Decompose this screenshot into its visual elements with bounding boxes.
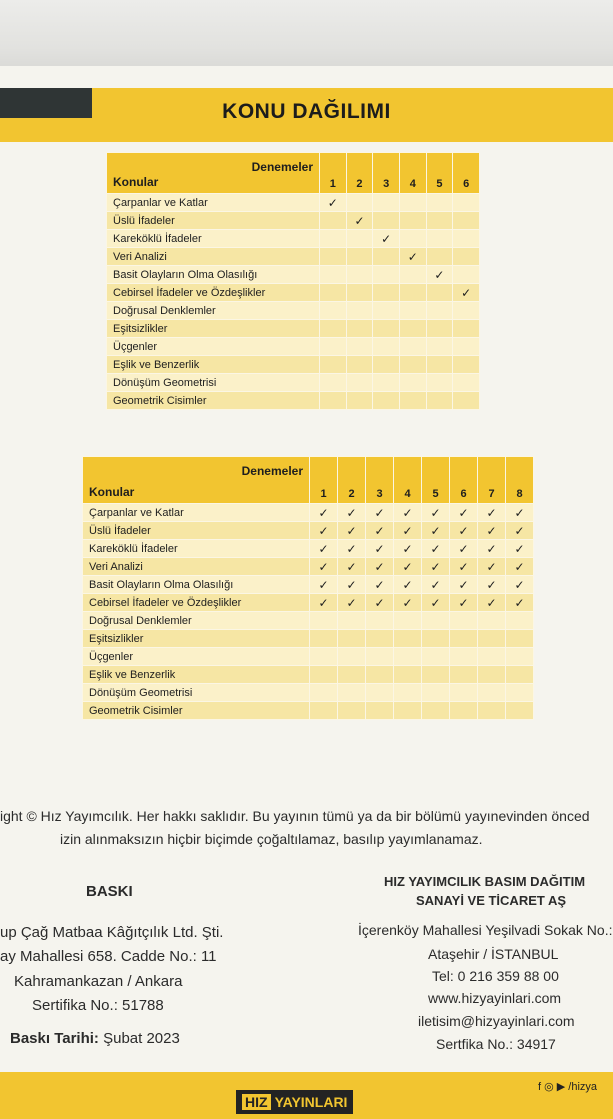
empty-cell	[373, 194, 400, 212]
publisher-heading-2: SANAYİ VE TİCARET AŞ	[416, 893, 567, 908]
empty-cell	[338, 630, 366, 648]
baski-line-4: Sertifika No.: 51788	[32, 997, 164, 1014]
empty-cell	[346, 194, 373, 212]
social-icons[interactable]: f ◎ ▶ /hizya	[538, 1081, 598, 1093]
empty-cell	[399, 338, 426, 356]
check-mark-icon: ✓	[338, 522, 366, 540]
empty-cell	[310, 648, 338, 666]
table-row	[107, 356, 480, 374]
check-mark-icon: ✓	[478, 576, 506, 594]
empty-cell	[373, 212, 400, 230]
empty-cell	[310, 684, 338, 702]
empty-cell	[310, 666, 338, 684]
empty-cell	[346, 230, 373, 248]
check-mark-icon: ✓	[478, 540, 506, 558]
empty-cell	[320, 392, 347, 410]
column-number: 6	[453, 153, 480, 194]
column-number: 2	[346, 153, 373, 194]
empty-cell	[346, 320, 373, 338]
check-mark-icon: ✓	[422, 558, 450, 576]
check-mark-icon: ✓	[338, 594, 366, 612]
empty-cell	[478, 630, 506, 648]
empty-cell	[373, 266, 400, 284]
column-number: 4	[394, 457, 422, 504]
column-number: 4	[399, 153, 426, 194]
empty-cell	[399, 356, 426, 374]
empty-cell	[394, 648, 422, 666]
check-mark-icon: ✓	[422, 594, 450, 612]
baski-line-3: Kahramankazan / Ankara	[14, 973, 183, 990]
check-mark-icon: ✓	[366, 576, 394, 594]
empty-cell	[399, 302, 426, 320]
column-number: 5	[426, 153, 453, 194]
check-mark-icon: ✓	[426, 266, 453, 284]
empty-cell	[373, 338, 400, 356]
table-row	[83, 666, 534, 684]
empty-cell	[366, 648, 394, 666]
empty-cell	[346, 248, 373, 266]
table-row	[83, 630, 534, 648]
empty-cell	[373, 302, 400, 320]
check-mark-icon: ✓	[506, 558, 534, 576]
publisher-phone: Tel: 0 216 359 88 00	[432, 968, 559, 984]
column-number: 7	[478, 457, 506, 504]
table-header-row	[83, 457, 534, 504]
check-mark-icon: ✓	[310, 522, 338, 540]
empty-cell	[399, 194, 426, 212]
check-mark-icon: ✓	[422, 522, 450, 540]
check-mark-icon: ✓	[366, 540, 394, 558]
empty-cell	[453, 212, 480, 230]
empty-cell	[346, 374, 373, 392]
topic-table-2	[82, 456, 534, 720]
check-mark-icon: ✓	[366, 558, 394, 576]
empty-cell	[426, 284, 453, 302]
check-mark-icon: ✓	[478, 558, 506, 576]
column-number: 1	[320, 153, 347, 194]
check-mark-icon: ✓	[373, 230, 400, 248]
table-row	[83, 702, 534, 720]
empty-cell	[399, 374, 426, 392]
check-mark-icon: ✓	[506, 504, 534, 522]
topic-label: Eşlik ve Benzerlik	[83, 666, 310, 684]
publisher-address-1: İçerenköy Mahallesi Yeşilvadi Sokak No.:	[358, 922, 613, 938]
column-number: 1	[310, 457, 338, 504]
check-mark-icon: ✓	[338, 504, 366, 522]
check-mark-icon: ✓	[450, 540, 478, 558]
column-number: 3	[373, 153, 400, 194]
empty-cell	[453, 320, 480, 338]
empty-cell	[453, 374, 480, 392]
print-date	[10, 1030, 180, 1047]
check-mark-icon: ✓	[506, 594, 534, 612]
table-row	[107, 266, 480, 284]
empty-cell	[346, 302, 373, 320]
table-row	[107, 248, 480, 266]
empty-cell	[453, 194, 480, 212]
topic-label: Doğrusal Denklemler	[83, 612, 310, 630]
check-mark-icon: ✓	[310, 594, 338, 612]
empty-cell	[320, 338, 347, 356]
empty-cell	[320, 374, 347, 392]
empty-cell	[394, 666, 422, 684]
check-mark-icon: ✓	[310, 504, 338, 522]
konular-label: Konular	[89, 485, 135, 499]
empty-cell	[373, 248, 400, 266]
empty-cell	[426, 212, 453, 230]
column-number: 2	[338, 457, 366, 504]
empty-cell	[453, 248, 480, 266]
empty-cell	[338, 612, 366, 630]
table-row	[107, 374, 480, 392]
logo-part-1: HIZ	[242, 1094, 271, 1110]
copyright-line-1: ight © Hız Yayımcılık. Her hakkı saklıdır. Bu yayının tümü ya da bir bölümü yayınevinden önced	[0, 808, 590, 824]
check-mark-icon: ✓	[399, 248, 426, 266]
empty-cell	[310, 612, 338, 630]
topic-label: Doğrusal Denklemler	[107, 302, 320, 320]
empty-cell	[453, 230, 480, 248]
brand-logo	[236, 1090, 353, 1114]
empty-cell	[478, 702, 506, 720]
check-mark-icon: ✓	[506, 576, 534, 594]
empty-cell	[366, 684, 394, 702]
empty-cell	[366, 666, 394, 684]
empty-cell	[399, 266, 426, 284]
check-mark-icon: ✓	[338, 576, 366, 594]
check-mark-icon: ✓	[450, 576, 478, 594]
check-mark-icon: ✓	[394, 504, 422, 522]
table-row	[107, 230, 480, 248]
header-diagonal-cell	[83, 457, 310, 504]
column-number: 8	[506, 457, 534, 504]
table-row	[83, 612, 534, 630]
table-row	[83, 522, 534, 540]
empty-cell	[450, 702, 478, 720]
empty-cell	[338, 684, 366, 702]
empty-cell	[366, 612, 394, 630]
empty-cell	[506, 666, 534, 684]
print-date-value: Şubat 2023	[103, 1030, 180, 1047]
empty-cell	[320, 302, 347, 320]
empty-cell	[399, 284, 426, 302]
table-row	[107, 338, 480, 356]
empty-cell	[506, 630, 534, 648]
topic-label: Geometrik Cisimler	[107, 392, 320, 410]
empty-cell	[310, 702, 338, 720]
empty-cell	[394, 630, 422, 648]
empty-cell	[394, 684, 422, 702]
table-header-row	[107, 153, 480, 194]
empty-cell	[422, 612, 450, 630]
check-mark-icon: ✓	[478, 522, 506, 540]
check-mark-icon: ✓	[450, 522, 478, 540]
check-mark-icon: ✓	[506, 540, 534, 558]
check-mark-icon: ✓	[394, 576, 422, 594]
empty-cell	[478, 648, 506, 666]
check-mark-icon: ✓	[422, 540, 450, 558]
publisher-website[interactable]: www.hizyayinlari.com	[428, 990, 562, 1006]
empty-cell	[450, 684, 478, 702]
empty-cell	[426, 374, 453, 392]
empty-cell	[478, 666, 506, 684]
check-mark-icon: ✓	[478, 504, 506, 522]
empty-cell	[346, 266, 373, 284]
column-number: 3	[366, 457, 394, 504]
empty-cell	[399, 392, 426, 410]
empty-cell	[426, 248, 453, 266]
topic-label: Eşitsizlikler	[107, 320, 320, 338]
check-mark-icon: ✓	[310, 576, 338, 594]
empty-cell	[422, 684, 450, 702]
check-mark-icon: ✓	[310, 558, 338, 576]
check-mark-icon: ✓	[366, 594, 394, 612]
check-mark-icon: ✓	[422, 576, 450, 594]
topic-label: Kareköklü İfadeler	[83, 540, 310, 558]
empty-cell	[366, 702, 394, 720]
empty-cell	[320, 212, 347, 230]
empty-cell	[338, 648, 366, 666]
topic-label: Veri Analizi	[107, 248, 320, 266]
topic-label: Üçgenler	[107, 338, 320, 356]
empty-cell	[450, 666, 478, 684]
empty-cell	[399, 320, 426, 338]
empty-cell	[373, 356, 400, 374]
print-date-label: Baskı Tarihi:	[10, 1030, 99, 1047]
topic-label: Üslü İfadeler	[107, 212, 320, 230]
empty-cell	[426, 194, 453, 212]
empty-cell	[450, 630, 478, 648]
check-mark-icon: ✓	[338, 540, 366, 558]
empty-cell	[426, 356, 453, 374]
topic-label: Çarpanlar ve Katlar	[83, 504, 310, 522]
check-mark-icon: ✓	[338, 558, 366, 576]
topic-label: Üslü İfadeler	[83, 522, 310, 540]
check-mark-icon: ✓	[366, 522, 394, 540]
check-mark-icon: ✓	[394, 540, 422, 558]
table-row	[107, 392, 480, 410]
empty-cell	[478, 684, 506, 702]
empty-cell	[478, 612, 506, 630]
topic-table-1	[106, 152, 480, 410]
empty-cell	[422, 648, 450, 666]
topic-label: Dönüşüm Geometrisi	[107, 374, 320, 392]
empty-cell	[346, 338, 373, 356]
check-mark-icon: ✓	[366, 504, 394, 522]
empty-cell	[373, 392, 400, 410]
baski-heading: BASKI	[86, 883, 133, 900]
column-number: 5	[422, 457, 450, 504]
publisher-heading-1: HIZ YAYIMCILIK BASIM DAĞITIM	[384, 874, 586, 889]
check-mark-icon: ✓	[453, 284, 480, 302]
empty-cell	[394, 612, 422, 630]
empty-cell	[453, 356, 480, 374]
check-mark-icon: ✓	[450, 558, 478, 576]
empty-cell	[320, 284, 347, 302]
header-diagonal-cell	[107, 153, 320, 194]
empty-cell	[366, 630, 394, 648]
check-mark-icon: ✓	[394, 594, 422, 612]
empty-cell	[426, 338, 453, 356]
empty-cell	[310, 630, 338, 648]
publisher-address-2: Ataşehir / İSTANBUL	[428, 946, 559, 962]
empty-cell	[373, 374, 400, 392]
empty-cell	[373, 284, 400, 302]
empty-cell	[453, 338, 480, 356]
empty-cell	[320, 266, 347, 284]
topic-label: Kareköklü İfadeler	[107, 230, 320, 248]
konular-label: Konular	[113, 175, 159, 189]
topic-label: Dönüşüm Geometrisi	[83, 684, 310, 702]
topic-label: Basit Olayların Olma Olasılığı	[83, 576, 310, 594]
topic-label: Basit Olayların Olma Olasılığı	[107, 266, 320, 284]
publisher-certificate: Sertfika No.: 34917	[436, 1036, 556, 1052]
empty-cell	[426, 302, 453, 320]
empty-cell	[373, 320, 400, 338]
topic-label: Eşitsizlikler	[83, 630, 310, 648]
empty-cell	[450, 648, 478, 666]
empty-cell	[346, 392, 373, 410]
empty-cell	[320, 230, 347, 248]
table-row	[83, 504, 534, 522]
empty-cell	[453, 302, 480, 320]
table-row	[107, 320, 480, 338]
publisher-email[interactable]: iletisim@hizyayinlari.com	[418, 1013, 575, 1029]
topic-label: Üçgenler	[83, 648, 310, 666]
topic-label: Geometrik Cisimler	[83, 702, 310, 720]
check-mark-icon: ✓	[422, 504, 450, 522]
table-row	[83, 558, 534, 576]
topic-label: Veri Analizi	[83, 558, 310, 576]
check-mark-icon: ✓	[478, 594, 506, 612]
table-row	[107, 302, 480, 320]
baski-line-1: up Çağ Matbaa Kâğıtçılık Ltd. Şti.	[0, 924, 224, 941]
table-row	[83, 540, 534, 558]
empty-cell	[506, 612, 534, 630]
empty-cell	[399, 230, 426, 248]
empty-cell	[320, 320, 347, 338]
check-mark-icon: ✓	[394, 558, 422, 576]
logo-part-2: YAYINLARI	[274, 1094, 348, 1110]
denemeler-label: Denemeler	[241, 464, 303, 478]
table-row	[107, 212, 480, 230]
empty-cell	[346, 356, 373, 374]
table-row	[83, 594, 534, 612]
table-row	[107, 284, 480, 302]
empty-cell	[320, 248, 347, 266]
empty-cell	[506, 702, 534, 720]
empty-cell	[426, 320, 453, 338]
topic-label: Cebirsel İfadeler ve Özdeşlikler	[83, 594, 310, 612]
table-row	[83, 684, 534, 702]
topic-label: Çarpanlar ve Katlar	[107, 194, 320, 212]
denemeler-label: Denemeler	[251, 160, 313, 174]
empty-cell	[426, 230, 453, 248]
table-row	[83, 648, 534, 666]
check-mark-icon: ✓	[450, 594, 478, 612]
empty-cell	[422, 666, 450, 684]
empty-cell	[426, 392, 453, 410]
topic-label: Cebirsel İfadeler ve Özdeşlikler	[107, 284, 320, 302]
empty-cell	[320, 356, 347, 374]
topic-label: Eşlik ve Benzerlik	[107, 356, 320, 374]
baski-line-2: ay Mahallesi 658. Cadde No.: 11	[0, 948, 217, 965]
copyright-line-2: izin alınmaksızın hiçbir biçimde çoğaltılamaz, basılıp yayımlanamaz.	[60, 831, 483, 847]
check-mark-icon: ✓	[346, 212, 373, 230]
empty-cell	[338, 666, 366, 684]
empty-cell	[394, 702, 422, 720]
empty-cell	[453, 266, 480, 284]
page-title: KONU DAĞILIMI	[222, 100, 391, 123]
empty-cell	[399, 212, 426, 230]
check-mark-icon: ✓	[310, 540, 338, 558]
empty-cell	[506, 684, 534, 702]
column-number: 6	[450, 457, 478, 504]
check-mark-icon: ✓	[320, 194, 347, 212]
empty-cell	[506, 648, 534, 666]
check-mark-icon: ✓	[450, 504, 478, 522]
empty-cell	[450, 612, 478, 630]
empty-cell	[422, 702, 450, 720]
empty-cell	[422, 630, 450, 648]
check-mark-icon: ✓	[506, 522, 534, 540]
table-row	[83, 576, 534, 594]
empty-cell	[346, 284, 373, 302]
empty-cell	[453, 392, 480, 410]
check-mark-icon: ✓	[394, 522, 422, 540]
table-row	[107, 194, 480, 212]
empty-cell	[338, 702, 366, 720]
